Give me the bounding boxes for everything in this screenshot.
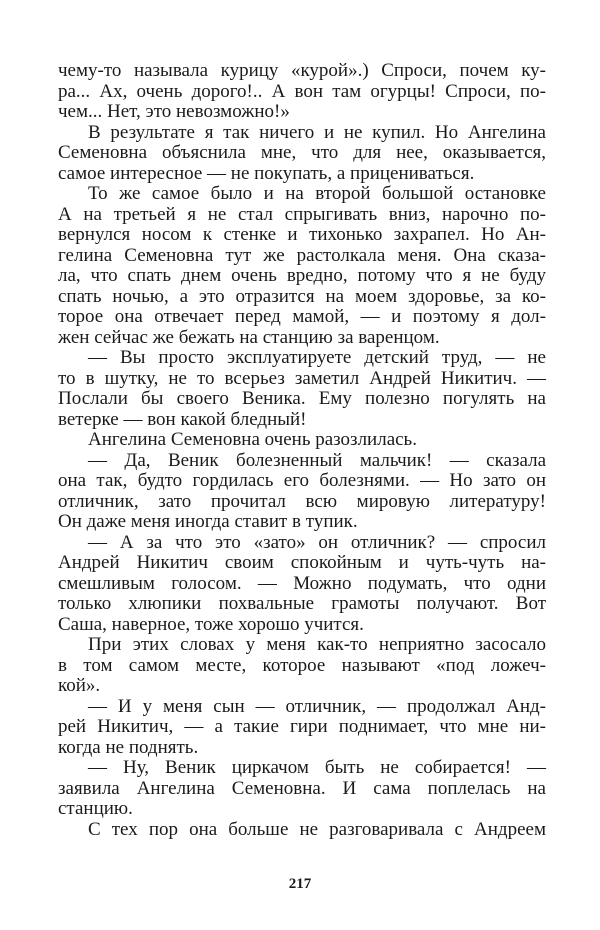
text-line: — Ну, Веник циркачом быть не собирается! — xyxy=(88,757,546,778)
text-line: ветерке — вон какой бледный! xyxy=(58,408,307,430)
text-line: торое она отвечает перед мамой, — и поэтому я дол- xyxy=(58,306,546,327)
text-line: чему-то называла курицу «курой».) Спроси, почем ку- xyxy=(58,60,546,81)
text-line: смешливым голосом. — Можно подумать, что одни xyxy=(58,572,546,594)
text-line: Послали бы своего Веника. Ему полезно погулять на xyxy=(58,388,546,409)
paragraph xyxy=(58,758,546,820)
text-line: Семеновна объяснила мне, что для нее, оказывается, xyxy=(58,142,546,163)
text-line: ла, что спать днем очень вредно, потому что я не буду xyxy=(58,265,546,286)
text-line: в том самом месте, которое называют «под ложеч- xyxy=(58,654,546,676)
paragraph xyxy=(58,635,546,697)
text-line: — Вы просто эксплуатируете детский труд, — не xyxy=(88,347,546,368)
text-line: чем... Нет, это невозможно!» xyxy=(58,101,290,122)
paragraph xyxy=(58,430,546,451)
text-line: Андрей Никитич своим спокойным и чуть-чуть на- xyxy=(58,552,546,573)
text-line: отличник, зато прочитал всю мировую литературу! xyxy=(58,490,546,512)
paragraph xyxy=(58,451,546,533)
page-number: 217 xyxy=(288,876,312,892)
text-line: заявила Ангелина Семеновна. И сама поплелась на xyxy=(58,777,546,799)
paragraph xyxy=(58,533,546,636)
paragraph xyxy=(58,123,546,185)
text-line: Ангелина Семеновна очень разозлилась. xyxy=(88,429,417,450)
paragraph xyxy=(58,61,546,123)
paragraph xyxy=(58,697,546,759)
book-page-body xyxy=(58,61,546,840)
text-line: С тех пор она больше не разговаривала с Андреем xyxy=(88,818,546,840)
text-line: А на третьей я не стал спрыгивать вниз, нарочно по- xyxy=(58,203,546,225)
paragraph xyxy=(58,184,546,348)
text-line: Он даже меня иногда ставит в тупик. xyxy=(58,511,358,532)
text-line: В результате я так ничего и не купил. Но Ангелина xyxy=(88,121,546,143)
text-line: — Да, Веник болезненный мальчик! — сказала xyxy=(88,449,546,471)
text-line: кой». xyxy=(58,675,101,696)
text-line: она так, будто гордилась его болезнями. — Но зато он xyxy=(58,470,546,491)
text-line: то в шутку, не то всерьез заметил Андрей Никитич. — xyxy=(58,367,546,389)
text-line: ра... Ах, очень дорого!.. А вон там огурцы! Спроси, по- xyxy=(58,80,546,102)
text-line: То же самое было и на второй большой остановке xyxy=(88,183,546,204)
text-line: При этих словах у меня как-то неприятно засосало xyxy=(88,634,546,655)
text-line: только хлюпики похвальные грамоты получают. Вот xyxy=(58,593,546,614)
text-line: вернулся носом к стенке и тихонько захрапел. Но Ан- xyxy=(58,224,546,245)
text-line: самое интересное — не покупать, а прицениваться. xyxy=(58,162,475,184)
text-line: Саша, наверное, тоже хорошо учится. xyxy=(58,613,364,635)
text-line: гелина Семеновна тут же растолкала меня. Она сказа- xyxy=(58,244,546,266)
text-line: когда не поднять. xyxy=(58,736,199,758)
paragraph xyxy=(58,820,546,841)
text-line: — А за что это «зато» он отличник? — спросил xyxy=(88,531,546,553)
text-line: — И у меня сын — отличник, — продолжал Анд- xyxy=(88,695,546,717)
text-line: станцию. xyxy=(58,798,133,819)
text-line: жен сейчас же бежать на станцию за варенцом. xyxy=(58,326,440,348)
text-line: рей Никитич, — а такие гири поднимает, что мне ни- xyxy=(58,716,546,737)
paragraph xyxy=(58,348,546,430)
text-line: спать ночью, а это отразится на моем здоровье, за ко- xyxy=(58,285,546,307)
